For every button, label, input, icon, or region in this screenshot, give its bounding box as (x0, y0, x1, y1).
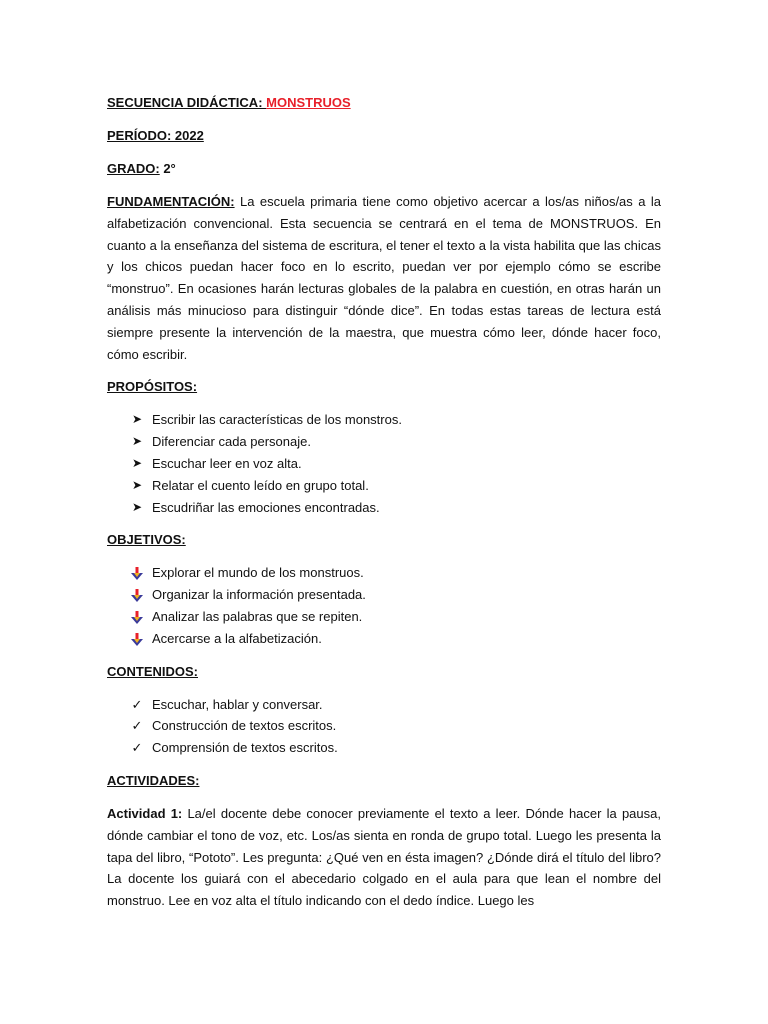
list-item: Organizar la información presentada. (129, 584, 661, 606)
grade-line (107, 158, 661, 180)
list-item: Analizar las palabras que se repiten. (129, 606, 661, 628)
list-item: Explorar el mundo de los monstruos. (129, 562, 661, 584)
objetivos-list (107, 562, 661, 649)
actividades-heading: ACTIVIDADES: (107, 772, 200, 788)
checkmark-icon: ✓ (131, 740, 143, 756)
list-item: ➤ Escudriñar las emociones encontradas. (129, 497, 661, 519)
arrowhead-bullet-icon: ➤ (131, 477, 143, 492)
arrowhead-bullet-icon: ➤ (131, 412, 143, 427)
propositos-list (107, 409, 661, 518)
checkmark-icon: ✓ (131, 718, 143, 734)
fundamentacion-label: FUNDAMENTACIÓN: (107, 194, 235, 209)
list-item: ➤ Escribir las características de los monstros. (129, 409, 661, 431)
list-item: ➤ Escuchar leer en voz alta. (129, 453, 661, 475)
fundamentacion-text: La escuela primaria tiene como objetivo acercar a los/as niños/as a la alfabetización convencional. Esta secuencia se centrará en el tema de MONSTRUOS. En cuanto a la enseñanza del sistema de escritura, el tener el texto a la vista habilita que las chicas y los chicos puedan hacer foco en lo escrito, puedan ver por ejemplo cómo se escribe “monstruo”. En ocasiones harán lecturas globales de la palabra en cuestión, en otras harán un análisis más minucioso para distinguir “dónde dice”. En todas estas tareas de lectura está siempre presente la intervención de la maestra, que muestra cómo leer, dónde hacer foco, cómo escribir. (107, 194, 661, 362)
grade-value: 2° (159, 161, 176, 176)
document-title (107, 92, 661, 114)
list-item: ✓ Comprensión de textos escritos. (129, 737, 661, 759)
period-heading: PERÍODO: 2022 (107, 128, 204, 143)
colored-down-arrow-icon (129, 606, 145, 628)
contenidos-list (107, 694, 661, 759)
arrowhead-bullet-icon: ➤ (131, 455, 143, 470)
arrowhead-bullet-icon: ➤ (131, 499, 143, 514)
contenidos-heading: CONTENIDOS: (107, 663, 198, 679)
title-value: MONSTRUOS (266, 95, 351, 110)
list-item: Acercarse a la alfabetización. (129, 628, 661, 650)
list-item: ✓ Escuchar, hablar y conversar. (129, 694, 661, 716)
actividad-1-paragraph (107, 803, 661, 912)
list-item: ➤ Relatar el cuento leído en grupo total. (129, 475, 661, 497)
actividad-1-text: La/el docente debe conocer previamente el texto a leer. Dónde hacer la pausa, dónde cambiar el tono de voz, etc. Los/as sienta en ronda de grupo total. Luego les presenta la tapa del libro, “Pototo”. Les pregunta: ¿Qué ven en ésta imagen? ¿Dónde dirá el título del libro? La docente los guiará con el abecedario colgado en el aula para que lean el nombre del monstruo. Lee en voz alta el título indicando con el dedo índice. Luego les (107, 805, 661, 909)
list-item: ➤ Diferenciar cada personaje. (129, 431, 661, 453)
grade-label: GRADO: (107, 161, 160, 176)
propositos-heading: PROPÓSITOS: (107, 379, 198, 395)
actividad-1-label: Actividad 1: (107, 805, 183, 821)
fundamentacion-paragraph (107, 191, 661, 365)
checkmark-icon: ✓ (131, 696, 143, 712)
colored-down-arrow-icon (129, 584, 145, 606)
colored-down-arrow-icon (129, 628, 145, 650)
list-item: ✓ Construcción de textos escritos. (129, 715, 661, 737)
objetivos-heading: OBJETIVOS: (107, 532, 186, 548)
title-label: SECUENCIA DIDÁCTICA: (107, 95, 267, 110)
colored-down-arrow-icon (129, 562, 145, 584)
arrowhead-bullet-icon: ➤ (131, 434, 143, 449)
